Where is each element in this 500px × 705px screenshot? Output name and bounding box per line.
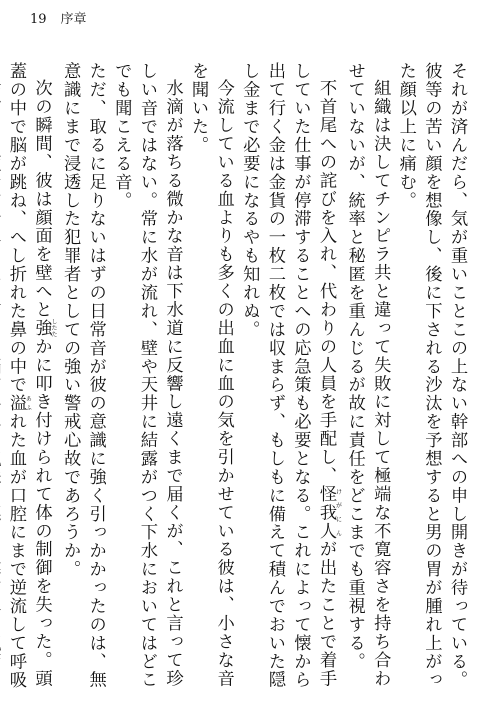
- paragraph: 今流している血よりも多くの出血に血の気を引かせている彼は、小さな音を聞いた。: [188, 62, 234, 688]
- paragraph: 次の瞬間、彼は顔面を壁へと強したたかに叩き付けられて体の制御を失った。頭蓋の中で脳が跳ね、へし折れた鼻の中で溢あふれた血が口腔にまで逆流して呼吸: [5, 62, 57, 689]
- running-header: [30, 8, 87, 27]
- paragraph: ただ、取るに足りないはずの日常音が彼の意識に強く引っかかったのは、無意識にまで浸透した犯罪者としての強い警戒心故であろうか。: [60, 62, 106, 689]
- chapter-title: 序章: [60, 12, 87, 27]
- paragraph: 不首尾への詫びを入れ、代わりの人員を手配し、怪我人けがにんが出たことで着手していた仕事が停滞することへの応急策も必要となる。これによって懐から出て行く金は金貨の一枚二枚では収まらず、もしもに備えて積んでおいた隠し金まで必要になるやも知れぬ。: [239, 62, 342, 689]
- page-number: 19: [30, 12, 47, 27]
- paragraph: それが済んだら、気が重いことこの上ない幹部への申し開きが待っている。彼等の苦い顔を想像し、後に下される沙汰を予想すると男の胃が腫れ上がった顔以上に痛む。: [395, 62, 467, 689]
- body-text: [0, 62, 469, 692]
- paragraph: 水滴が落ちる微かな音は下水道に反響し遠くまで届くが、これと言って珍しい音ではない。常に水が流れ、壁や天井に結露がつく下水においてはどこでも聞こえる音。: [111, 62, 183, 689]
- paragraph: 組織は決してチンピラ共と違って失敗に対して極端な不寛容さを持ち合わせていないが、統率と秘匿を重んじるが故に責任をどこまでも重視する。: [344, 62, 391, 688]
